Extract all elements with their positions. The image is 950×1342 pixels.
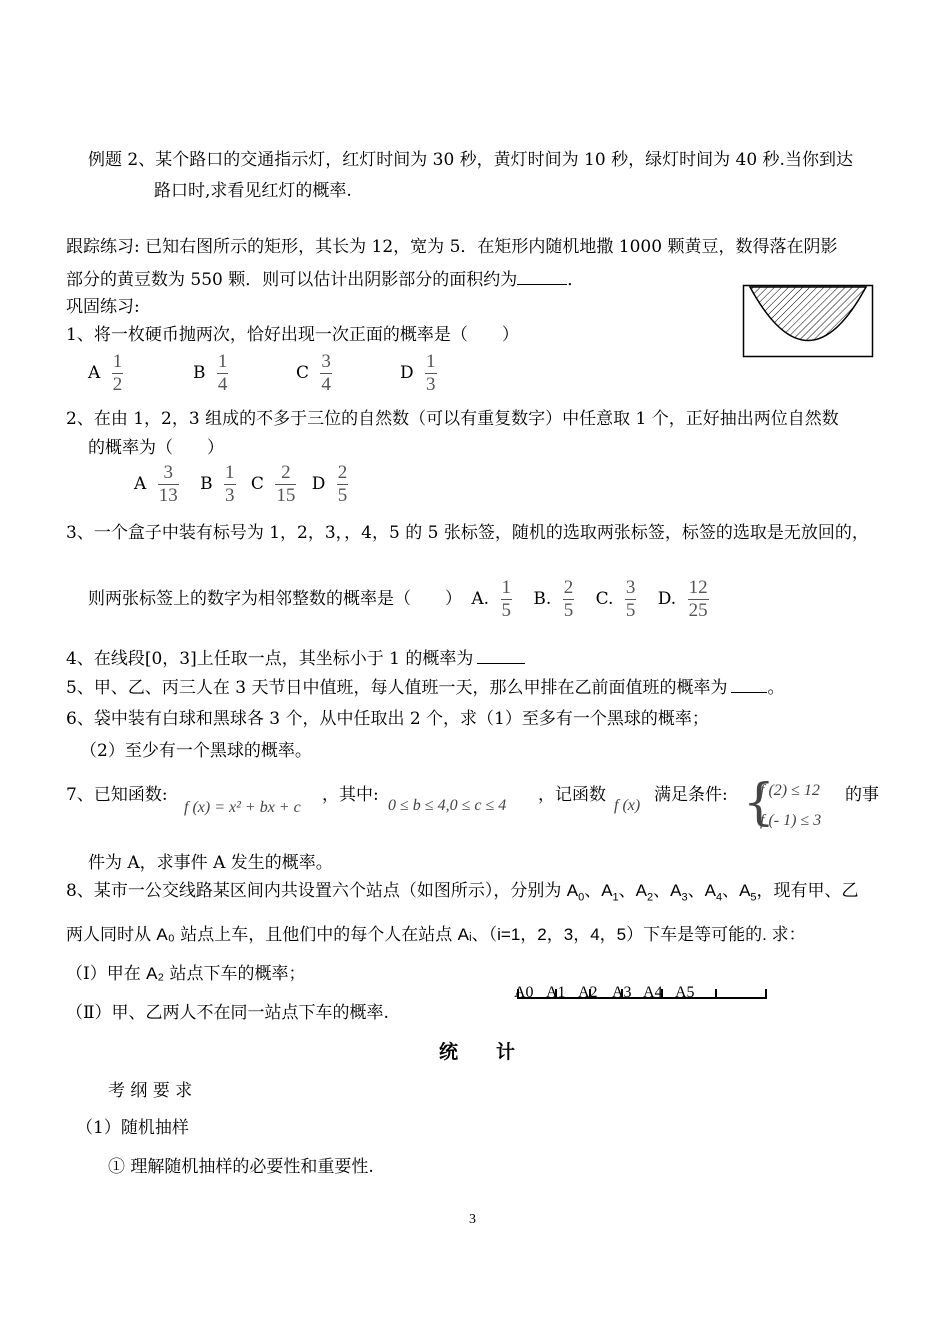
q8-part1-text: （Ⅰ）甲在 bbox=[66, 964, 147, 984]
option-label: B bbox=[193, 363, 206, 384]
q8-line1-end: ，现有甲、乙 bbox=[756, 881, 859, 901]
item-random-sampling: （1）随机抽样 bbox=[76, 1118, 189, 1138]
station-index: 0 bbox=[578, 891, 585, 904]
denominator: 2 bbox=[112, 373, 123, 395]
section-title: 统 计 bbox=[439, 1041, 516, 1063]
q7-prefix: 7、已知函数: bbox=[66, 785, 168, 805]
fraction bbox=[320, 352, 332, 395]
consolidate-title: 巩固练习: bbox=[66, 297, 140, 317]
q4-text: 4、在线段[0，3]上任取一点，其坐标小于 1 的概率为 bbox=[66, 649, 474, 669]
denominator: 13 bbox=[158, 484, 178, 506]
fraction bbox=[112, 352, 124, 395]
answer-blank bbox=[517, 268, 567, 285]
station-label-a5: A5 bbox=[675, 984, 695, 1001]
q1-option-a bbox=[88, 352, 129, 395]
q2-options bbox=[134, 463, 354, 506]
q8-line1-text: 8、某市一公交线路某区间内共设置六个站点（如图所示），分别为 bbox=[66, 881, 567, 901]
answer-blank bbox=[731, 676, 767, 693]
q7-suffix: 的事 bbox=[845, 785, 879, 805]
bus-line-diagram bbox=[510, 978, 772, 1004]
q7-condition: 0 ≤ b ≤ 4,0 ≤ c ≤ 4 bbox=[388, 797, 507, 814]
numerator: 3 bbox=[625, 577, 636, 598]
q8-part2: （Ⅱ）甲、乙两人不在同一站点下车的概率. bbox=[66, 1003, 389, 1023]
q3-line2 bbox=[88, 578, 715, 621]
q7-mid1: ，其中: bbox=[322, 785, 379, 805]
denominator: 4 bbox=[217, 373, 228, 395]
denominator: 5 bbox=[337, 484, 348, 506]
fraction bbox=[501, 578, 513, 621]
fraction bbox=[224, 463, 236, 506]
option-label: A. bbox=[471, 589, 490, 610]
option-label: D bbox=[400, 363, 414, 384]
numerator: 1 bbox=[225, 462, 235, 483]
option-label: A bbox=[88, 363, 101, 384]
q5 bbox=[66, 676, 784, 698]
station-label-a3: A3 bbox=[612, 984, 632, 1001]
option-label: D. bbox=[657, 589, 677, 610]
option-label: A bbox=[134, 474, 147, 495]
q2-line2: 的概率为（ ） bbox=[88, 438, 224, 458]
station-letter: A bbox=[601, 881, 613, 900]
tracking-line2 bbox=[66, 268, 584, 290]
example2-line1: 例题 2、某个路口的交通指示灯，红灯时间为 30 秒，黄灯时间为 10 秒，绿灯时间为 40 秒.当你到达 bbox=[88, 150, 853, 170]
q7-mid3: 满足条件: bbox=[654, 785, 728, 805]
q1-option-c bbox=[296, 352, 338, 395]
station-label-a1: A1 bbox=[546, 984, 566, 1001]
denominator: 15 bbox=[276, 484, 296, 506]
station-index: 2 bbox=[647, 891, 654, 904]
station-letter: A bbox=[670, 881, 682, 900]
item-random-sampling-1: ① 理解随机抽样的必要性和重要性. bbox=[108, 1157, 374, 1177]
left-brace-icon: { bbox=[743, 773, 775, 831]
fraction bbox=[425, 352, 437, 395]
q8-line2 bbox=[66, 925, 806, 945]
numerator: 1 bbox=[217, 351, 228, 372]
numerator: 2 bbox=[337, 462, 348, 483]
station-label-a2: A2 bbox=[578, 984, 598, 1001]
denominator: 5 bbox=[501, 599, 511, 621]
q8-part1-end: 站点下车的概率； bbox=[164, 964, 306, 984]
outline-heading: 考 纲 要 求 bbox=[108, 1081, 193, 1101]
station-letter: A bbox=[739, 881, 751, 900]
q8-line1 bbox=[66, 881, 859, 905]
q7-function: f (x) = x² + bx + c bbox=[184, 799, 301, 816]
numerator: 1 bbox=[426, 351, 436, 372]
station-letter: A bbox=[566, 881, 579, 900]
option-label: D bbox=[311, 474, 326, 495]
q3-line1: 3、一个盒子中装有标号为 1，2，3，，4，5 的 5 张标签，随机的选取两张标签，标签的选取是无放回的， bbox=[66, 523, 869, 543]
q5-end: 。 bbox=[767, 678, 785, 698]
option-label: C bbox=[250, 474, 264, 495]
station-letter: A bbox=[704, 881, 716, 900]
q8-line2-text: 站点上车，且他们中的每个人在站点 bbox=[174, 925, 458, 945]
fraction bbox=[217, 352, 229, 395]
fraction bbox=[337, 463, 349, 506]
q4 bbox=[66, 647, 525, 669]
fraction bbox=[158, 463, 179, 506]
q7-system-2: f (- 1) ≤ 3 bbox=[760, 812, 822, 829]
station-index: 4 bbox=[715, 891, 723, 904]
tracking-line2-end: ． bbox=[567, 270, 585, 290]
page-number: 3 bbox=[469, 1212, 476, 1227]
station-ai: Aᵢ bbox=[457, 925, 472, 944]
example2-line2: 路口时,求看见红灯的概率. bbox=[154, 181, 352, 201]
station-letter: A bbox=[635, 881, 647, 900]
numerator: 1 bbox=[112, 351, 123, 372]
q6-line2: （2）至少有一个黑球的概率。 bbox=[80, 741, 312, 761]
numerator: 1 bbox=[501, 577, 511, 598]
denominator: 4 bbox=[321, 373, 331, 395]
shaded-rectangle-figure bbox=[742, 284, 874, 358]
q8-part1 bbox=[66, 964, 305, 984]
q7-mid2: ，记函数 bbox=[538, 785, 606, 805]
q3-line2-text: 则两张标签上的数字为相邻整数的概率是（ ） bbox=[88, 589, 462, 610]
q1-option-b bbox=[193, 352, 234, 395]
denominator: 3 bbox=[225, 484, 235, 506]
station-a0: A₀ bbox=[156, 925, 175, 944]
tracking-line2-text: 部分的黄豆数为 550 颗．则可以估计出阴影部分的面积约为 bbox=[66, 270, 518, 290]
q1-text: 1、将一枚硬币抛两次，恰好出现一次正面的概率是（ ） bbox=[66, 325, 519, 345]
q7-fx: f (x) bbox=[614, 797, 641, 814]
station-label-a4: A4 bbox=[643, 984, 663, 1001]
q7-line2: 件为 A，求事件 A 发生的概率。 bbox=[88, 853, 333, 873]
q8-line2-text: 两人同时从 bbox=[66, 925, 157, 945]
option-label: C bbox=[296, 363, 310, 384]
station-index: 3 bbox=[681, 891, 688, 904]
option-label: B. bbox=[533, 589, 552, 610]
numerator: 3 bbox=[321, 351, 331, 372]
q6-line1: 6、袋中装有白球和黑球各 3 个，从中任取出 2 个，求（1）至多有一个黑球的概率； bbox=[66, 709, 709, 729]
option-label: C. bbox=[595, 589, 614, 610]
station-index: 5 bbox=[750, 891, 757, 904]
q8-line2-end: 、（i=1，2，3，4，5）下车是等可能的. 求： bbox=[471, 925, 806, 944]
fraction bbox=[625, 578, 637, 621]
denominator: 3 bbox=[426, 373, 436, 395]
q1-option-d bbox=[400, 352, 443, 395]
fraction bbox=[688, 578, 709, 621]
numerator: 2 bbox=[275, 463, 296, 485]
denominator: 5 bbox=[563, 599, 574, 621]
denominator: 5 bbox=[625, 599, 636, 621]
fraction bbox=[563, 578, 575, 621]
station-label-a0: A0 bbox=[514, 984, 534, 1001]
numerator: 3 bbox=[158, 463, 179, 485]
station-index: 1 bbox=[612, 891, 619, 904]
numerator: 2 bbox=[563, 577, 574, 598]
station-list: $A_0$、$A_1$、$A_2$、$A_3$、$A_4$、$A_5$ bbox=[566, 881, 757, 904]
option-label: B bbox=[200, 474, 213, 495]
station-a2: A₂ bbox=[146, 964, 165, 983]
tracking-line1: 跟踪练习: 已知右图所示的矩形，其长为 12，宽为 5．在矩形内随机地撒 1000 颗黄豆，数得落在阴影 bbox=[66, 237, 838, 257]
denominator: 25 bbox=[688, 599, 708, 621]
q2-line1: 2、在由 1，2，3 组成的不多于三位的自然数（可以有重复数字）中任意取 1 个，正好抽出两位自然数 bbox=[66, 409, 839, 429]
numerator: 12 bbox=[688, 577, 708, 598]
fraction bbox=[275, 463, 296, 506]
answer-blank bbox=[477, 647, 525, 664]
q7-system-1: f (2) ≤ 12 bbox=[760, 782, 820, 799]
q5-text: 5、甲、乙、丙三人在 3 天节日中值班，每人值班一天，那么甲排在乙前面值班的概率为 bbox=[66, 678, 728, 698]
